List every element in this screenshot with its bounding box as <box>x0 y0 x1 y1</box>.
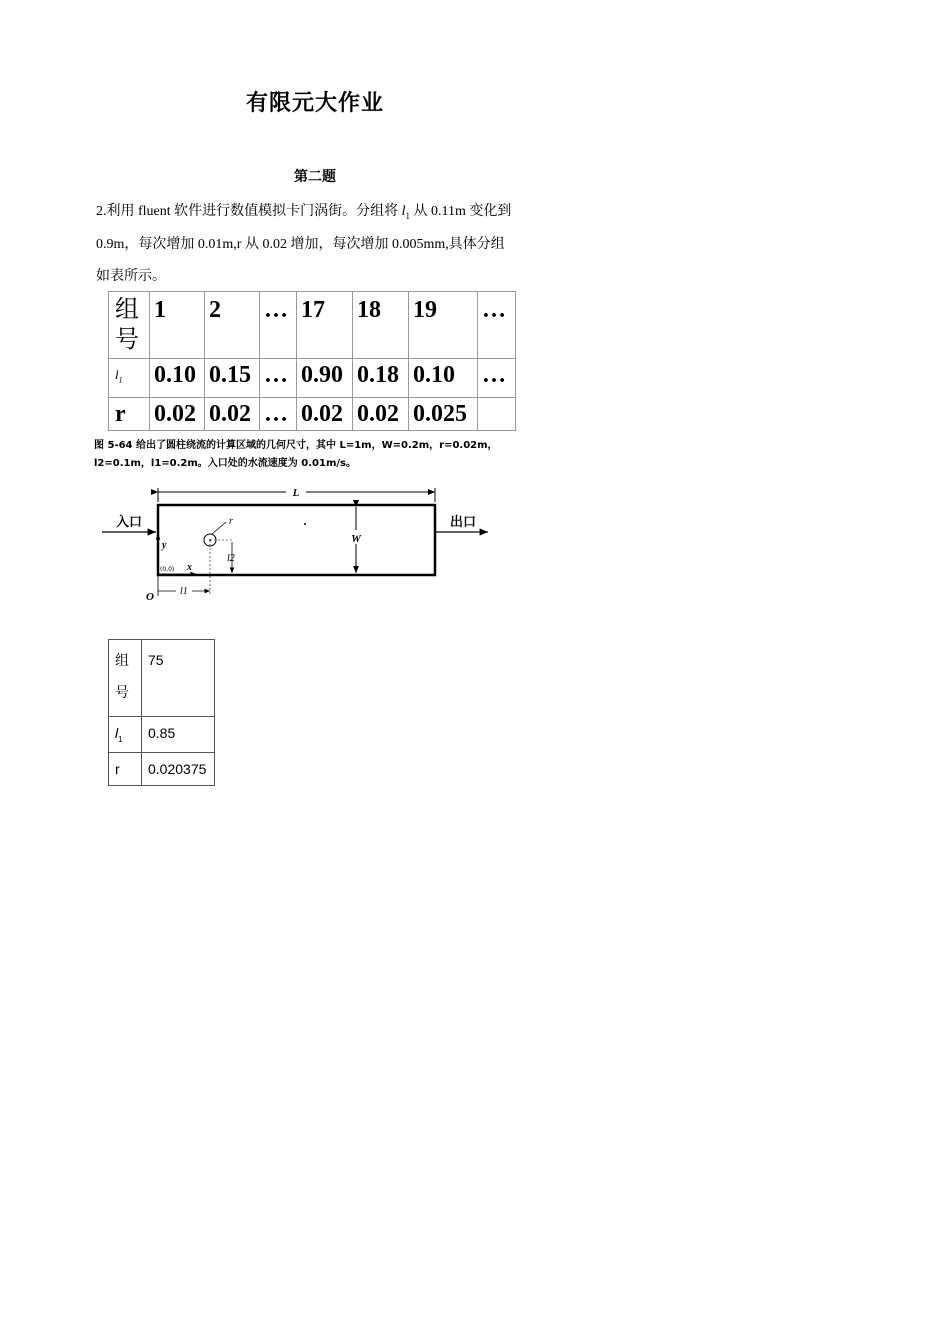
r-row-label: r <box>109 397 150 430</box>
l-value-6: 0.10 <box>409 359 478 398</box>
inlet-label: 入口 <box>116 515 143 530</box>
answer-l-label <box>109 717 142 753</box>
r-value-7 <box>478 397 516 430</box>
l1-label: l1 <box>180 586 188 597</box>
l-value-1: 0.10 <box>150 359 205 398</box>
l-value-7: … <box>478 359 516 398</box>
group-col-6: 19 <box>409 292 478 359</box>
group-table <box>108 291 516 431</box>
answer-r-value: 0.020375 <box>142 752 215 785</box>
paragraph-line-1 <box>96 200 556 221</box>
outlet-label: 出口 <box>450 515 477 530</box>
section-title: 第二题 <box>294 169 336 185</box>
line1-sub: 1 <box>405 210 411 221</box>
l-value-4: 0.90 <box>297 359 353 398</box>
center-dot <box>304 523 306 525</box>
l-row-label <box>109 359 150 398</box>
answer-l-var: l <box>115 725 119 741</box>
l-row-sub: 1 <box>118 375 123 385</box>
group-col-7: … <box>478 292 516 359</box>
r-value-6: 0.025 <box>409 397 478 430</box>
r-value-1: 0.02 <box>150 397 205 430</box>
l2-label: l2 <box>227 553 235 564</box>
line1-var: l <box>401 204 406 219</box>
l-value-3: … <box>260 359 297 398</box>
caption-line-1: 图 5-64 给出了圆柱绕流的计算区域的几何尺寸，其中 L=1m，W=0.2m，r=0.02m， <box>94 440 498 451</box>
domain-rectangle <box>158 505 435 575</box>
l-row-var: l <box>115 367 119 382</box>
group-col-1: 1 <box>150 292 205 359</box>
answer-l-value: 0.85 <box>142 717 215 753</box>
x-axis-label: x <box>187 562 192 573</box>
answer-r-label: r <box>109 752 142 785</box>
group-col-2: 2 <box>205 292 260 359</box>
answer-table <box>108 639 215 786</box>
answer-group-value: 75 <box>142 640 215 717</box>
r-value-3: … <box>260 397 297 430</box>
r-value-2: 0.02 <box>205 397 260 430</box>
y-axis-label: y <box>162 540 167 551</box>
r-value-4: 0.02 <box>297 397 353 430</box>
group-header-label: 组号 <box>109 292 150 359</box>
length-label: L <box>292 487 300 499</box>
paragraph-line-2: 0.9m，每次增加 0.01m,r 从 0.02 增加，每次增加 0.005mm,具体分组 <box>96 237 505 252</box>
l-value-5: 0.18 <box>353 359 409 398</box>
paragraph-line-3: 如表所示。 <box>96 269 166 284</box>
line1-prefix: 2.利用 fluent 软件进行数值模拟卡门涡街。分组将 <box>96 204 402 219</box>
caption-line-2: l2=0.1m，l1=0.2m。入口处的水流速度为 0.01m/s。 <box>94 458 356 469</box>
radius-label: r <box>229 516 233 527</box>
flow-domain-figure <box>96 478 506 608</box>
width-label: W <box>351 533 361 545</box>
radius-leader <box>212 522 226 534</box>
document-title: 有限元大作业 <box>245 91 384 116</box>
origin-label: O <box>146 591 154 603</box>
group-col-4: 17 <box>297 292 353 359</box>
line1-suffix: 从 0.11m 变化到 <box>410 204 512 219</box>
group-col-3: … <box>260 292 297 359</box>
group-col-5: 18 <box>353 292 409 359</box>
figure-caption <box>94 437 544 473</box>
answer-group-label: 组号 <box>109 640 142 717</box>
origin-coordinate: (0,0) <box>160 566 175 573</box>
r-value-5: 0.02 <box>353 397 409 430</box>
l-value-2: 0.15 <box>205 359 260 398</box>
answer-l-sub: 1 <box>118 734 123 744</box>
